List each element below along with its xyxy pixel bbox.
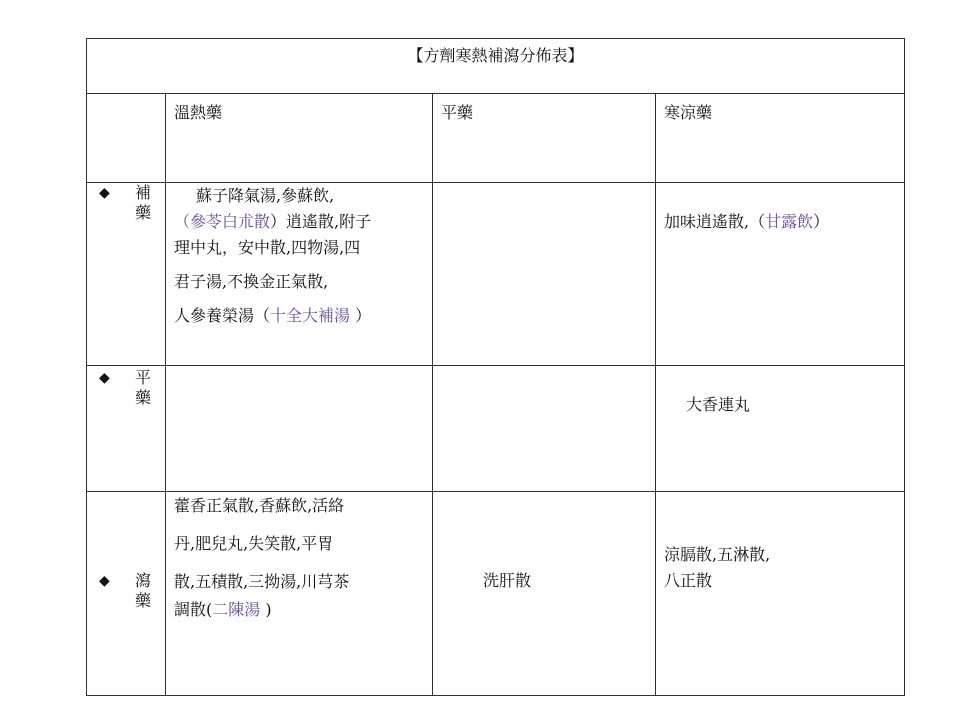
header-cold-label: 寒涼藥: [664, 103, 713, 122]
formula-line: 人參養榮湯（十全大補湯 ）: [174, 306, 372, 325]
highlight-formula: 十全大補湯: [270, 306, 351, 325]
header-cold: [656, 94, 905, 183]
formula-line: 理中丸，安中散,四物湯,四: [174, 238, 361, 257]
header-corner: [87, 94, 166, 183]
table-row: [87, 183, 905, 366]
cell-ping-cold: [656, 366, 905, 492]
cell-bu-warm: [166, 183, 433, 366]
cell-xie-cold: [656, 492, 905, 696]
cell-bu-neutral: [433, 183, 656, 366]
header-warm-label: 溫熱藥: [174, 103, 223, 122]
cell-xie-warm: [166, 492, 433, 696]
formula-line: 丹,肥兒丸,失笑散,平胃: [174, 534, 334, 553]
formula-line: 散,五積散,三拗湯,川芎茶: [174, 572, 350, 591]
cell-bu-cold: [656, 183, 905, 366]
formula-line: 藿香正氣散,香蘇飲,活絡: [174, 496, 345, 515]
diamond-icon: ◆: [99, 185, 110, 201]
row-label-char: 藥: [135, 591, 152, 610]
row-label-char: 瀉: [135, 571, 152, 590]
formula-line: 君子湯,不換金正氣散,: [174, 272, 329, 291]
highlight-formula: 甘露飲: [765, 212, 814, 231]
formula-line: 八正散: [664, 571, 713, 590]
row-label-char: 藥: [135, 388, 152, 407]
highlight-formula: 二陳湯: [212, 600, 261, 619]
formula-line: 洗肝散: [483, 571, 532, 590]
distribution-table: [86, 38, 905, 696]
header-warm: [166, 94, 433, 183]
cell-xie-neutral: [433, 492, 656, 696]
formula-line: （參苓白朮散）逍遙散,附子: [174, 212, 372, 231]
cell-ping-neutral: [433, 366, 656, 492]
table-row: [87, 366, 905, 492]
diamond-icon: ◆: [99, 573, 110, 589]
table-title: 【方劑寒熱補瀉分佈表】: [87, 39, 905, 94]
highlight-formula: 參苓白朮散: [190, 212, 271, 231]
formula-line: 涼膈散,五淋散,: [664, 545, 771, 564]
header-neutral: [433, 94, 656, 183]
row-label-char: 平: [135, 368, 152, 387]
cell-ping-warm: [166, 366, 433, 492]
row-label-xie: [87, 492, 166, 696]
formula-line: 調散(二陳湯 ): [174, 600, 272, 619]
table-row: [87, 492, 905, 696]
formula-line: 大香連丸: [686, 395, 751, 414]
row-label-char: 藥: [135, 203, 152, 222]
row-label-char: 補: [135, 183, 152, 202]
formula-line: 加味逍遙散,（甘露飲）: [664, 212, 830, 231]
formula-line: 蘇子降氣湯,參蘇飲,: [196, 186, 335, 205]
row-label-ping: [87, 366, 166, 492]
diamond-icon: ◆: [99, 370, 110, 386]
row-label-bu: [87, 183, 166, 366]
header-neutral-label: 平藥: [441, 103, 474, 122]
header-row: [87, 94, 905, 183]
